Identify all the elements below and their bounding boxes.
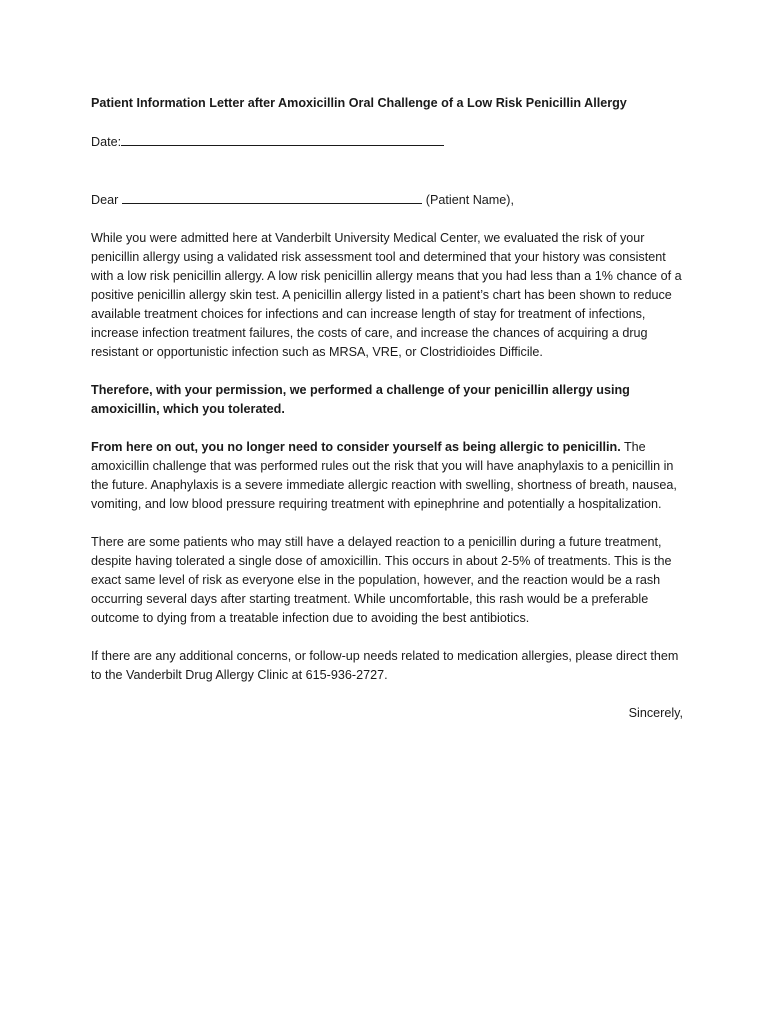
anaphylaxis-explanation: The amoxicillin challenge that was performed rules out the risk that you will have anaphylaxis to a penicillin in the future. Anaphylaxis is a severe immediate allergic reaction with swelling, shortness of breath, nausea, vomiting, and low blood pressure requiring treatment with epinephrine and potentially a hospitalization. [91,440,677,511]
no-longer-allergic-statement: From here on out, you no longer need to consider yourself as being allergic to penicillin. [91,440,621,454]
paragraph-evaluation: While you were admitted here at Vanderbilt University Medical Center, we evaluated the risk of your penicillin allergy using a validated risk assessment tool and determined that your history was consistent with a low risk penicillin allergy. A low risk penicillin allergy means that you had less than a 1% chance of a positive penicillin allergy skin test. A penicillin allergy listed in a patient’s chart has been shown to reduce available treatment choices for infections and can increase length of stay for treatment of infections, increase infection treatment failures, the costs of care, and increase the chances of acquiring a drug resistant or opportunistic infection such as MRSA, VRE, or Clostridioides Difficile. [91,231,682,359]
salutation-prefix: Dear [91,193,119,207]
patient-name-blank-field[interactable] [122,190,422,204]
paragraph-no-longer-allergic [91,438,683,514]
letter-body [91,94,683,723]
date-label: Date: [91,135,122,149]
closing-signoff: Sincerely, [628,706,683,720]
salutation-suffix: (Patient Name), [425,193,514,207]
paragraph-challenge-performed: Therefore, with your permission, we performed a challenge of your penicillin allergy using amoxicillin, which you tolerated. [91,383,630,416]
date-line [91,132,683,152]
salutation-line [91,190,683,210]
paragraph-contact-clinic: If there are any additional concerns, or follow-up needs related to medication allergies, please direct them to the Vanderbilt Drug Allergy Clinic at 615-936-2727. [91,649,679,682]
paragraph-delayed-reaction: There are some patients who may still have a delayed reaction to a penicillin during a future treatment, despite having tolerated a single dose of amoxicillin. This occurs in about 2-5% of treatments. This is the exact same level of risk as everyone else in the population, however, and the reaction would be a rash occurring several days after starting treatment. While uncomfortable, this rash would be a preferable outcome to dying from a treatable infection due to avoiding the best antibiotics. [91,535,672,625]
date-blank-field[interactable] [121,132,444,146]
letter-title: Patient Information Letter after Amoxicillin Oral Challenge of a Low Risk Penicillin Allergy [91,96,627,110]
